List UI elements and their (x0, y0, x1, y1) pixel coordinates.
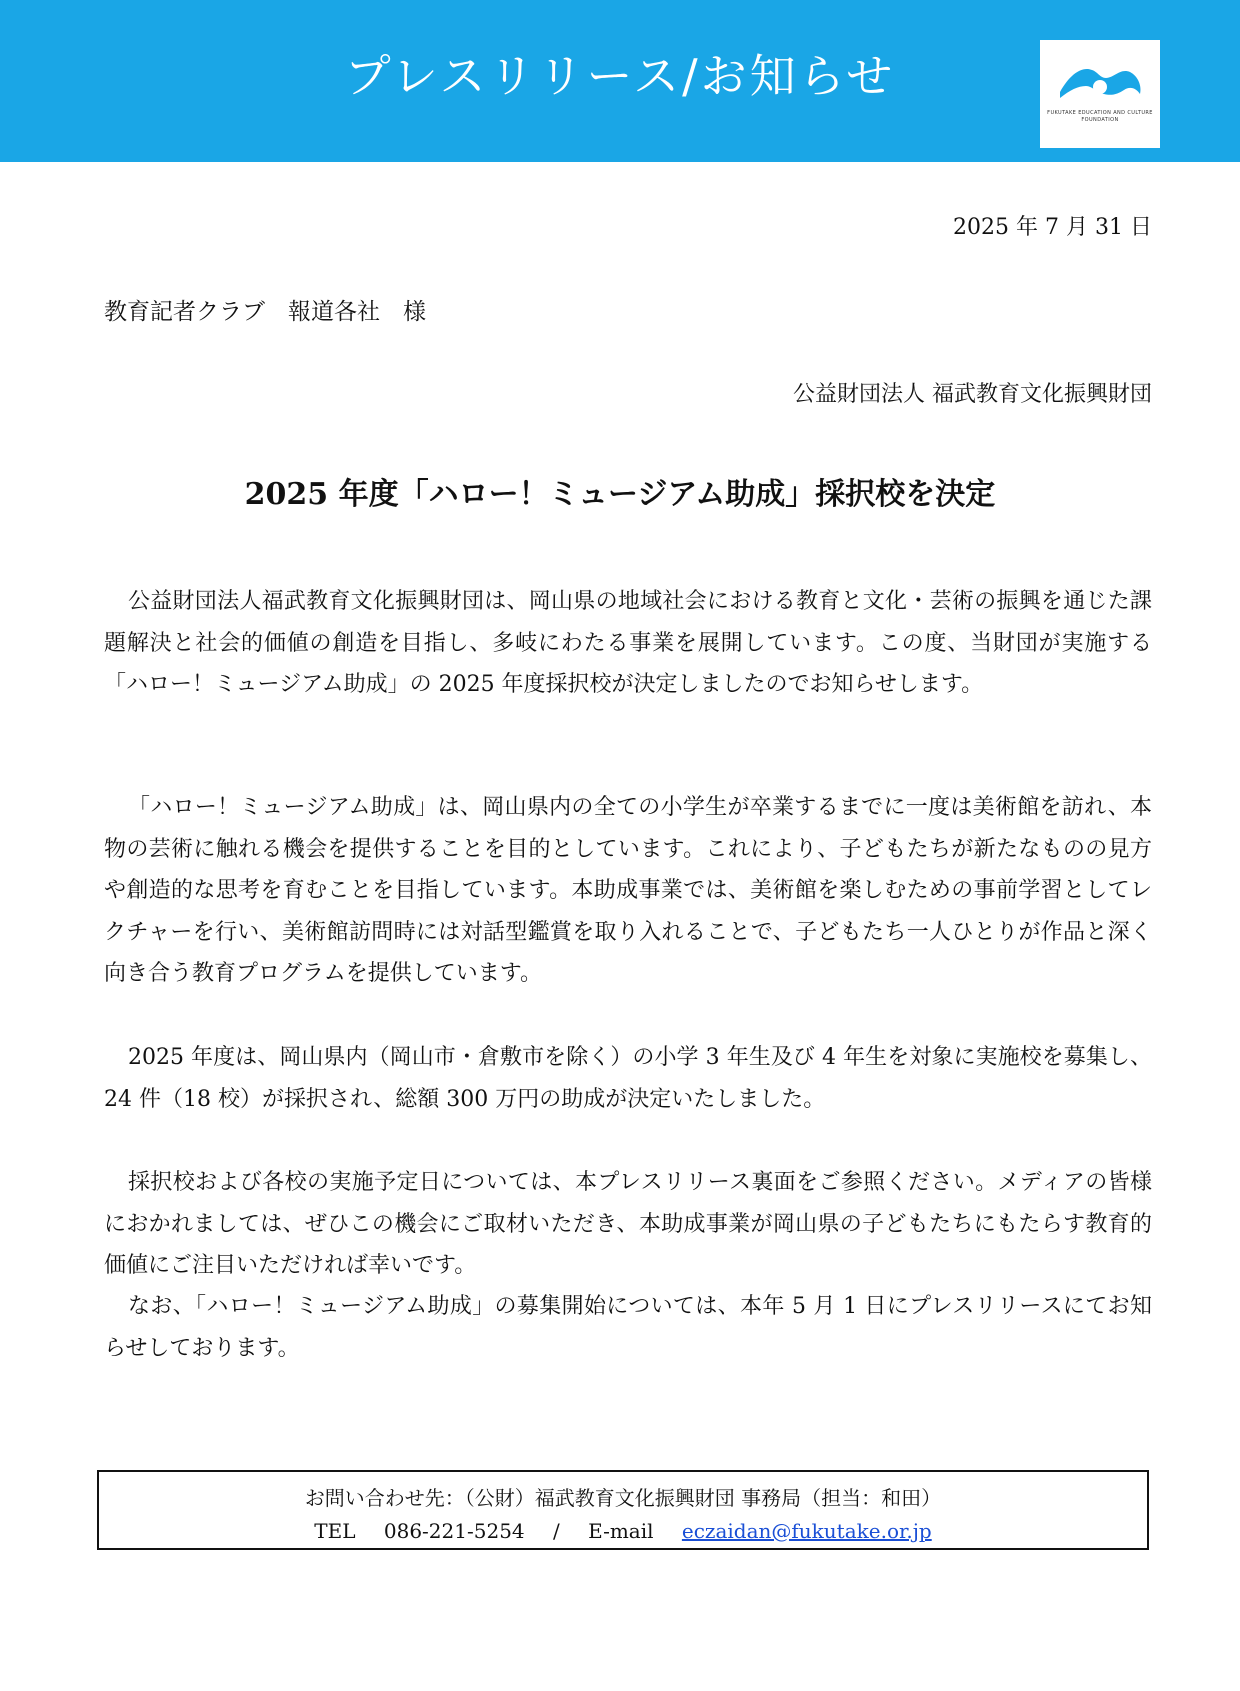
contact-details (99, 1519, 1147, 1543)
headline: 2025 年度「ハロー！ミュージアム助成」採択校を決定 (244, 477, 996, 512)
tel-label: TEL (314, 1519, 356, 1543)
contact-heading: お問い合わせ先：（公財）福武教育文化振興財団 事務局（担当：和田） (304, 1486, 942, 1510)
release-date: 2025 年 7 月 31 日 (953, 215, 1152, 240)
sender: 公益財団法人 福武教育文化振興財団 (793, 382, 1152, 407)
page-title: プレスリリース/お知らせ (344, 49, 896, 103)
separator: / (553, 1519, 560, 1543)
body-paragraph: 「ハロー！ミュージアム助成」は、岡山県内の全ての小学生が卒業するまでに一度は美術館を訪れ、本物の芸術に触れる機会を提供することを目的としています。これにより、子どもたちが新たなものの見方や創造的な思考を育むことを目指しています。本助成事業では、美術館を楽しむための事前学習としてレクチャーを行い、美術館訪問時には対話型鑑賞を取り入れることで、子どもたち一人ひとりが作品と深く向き合う教育プログラムを提供しています。 (104, 795, 1152, 986)
email-link[interactable]: eczaidan@fukutake.or.jp (681, 1519, 932, 1543)
body-paragraph: 公益財団法人福武教育文化振興財団は、岡山県の地域社会における教育と文化・芸術の振興を通じた課題解決と社会的価値の創造を目指し、多岐にわたる事業を展開しています。この度、当財団が実施する「ハロー！ミュージアム助成」の 2025 年度採択校が決定しましたのでお知らせします。 (104, 589, 1152, 697)
logo-text: FUKUTAKE EDUCATION AND CULTURE FOUNDATION (1047, 110, 1153, 123)
body-paragraph: 採択校および各校の実施予定日については、本プレスリリース裏面をご参照ください。メディアの皆様におかれましては、ぜひこの機会にご取材いただき、本助成事業が岡山県の子どもたちにもたらす教育的価値にご注目いただければ幸いです。 (104, 1170, 1152, 1278)
email-label: E-mail (588, 1519, 654, 1543)
foundation-logo (1040, 40, 1160, 148)
header-banner (0, 0, 1240, 162)
foundation-logo-icon (1040, 40, 1160, 148)
body-paragraph: 2025 年度は、岡山県内（岡山市・倉敷市を除く）の小学 3 年生及び 4 年生を対象に実施校を募集し、24 件（18 校）が採択され、総額 300 万円の助成が決定いたしました。 (104, 1045, 1152, 1112)
contact-box (97, 1470, 1149, 1550)
tel-number: 086-221-5254 (383, 1519, 525, 1543)
recipient: 教育記者クラブ 報道各社 様 (104, 299, 426, 325)
body-paragraph: なお、「ハロー！ミュージアム助成」の募集開始については、本年 5 月 1 日にプレスリリースにてお知らせしております。 (104, 1294, 1152, 1361)
